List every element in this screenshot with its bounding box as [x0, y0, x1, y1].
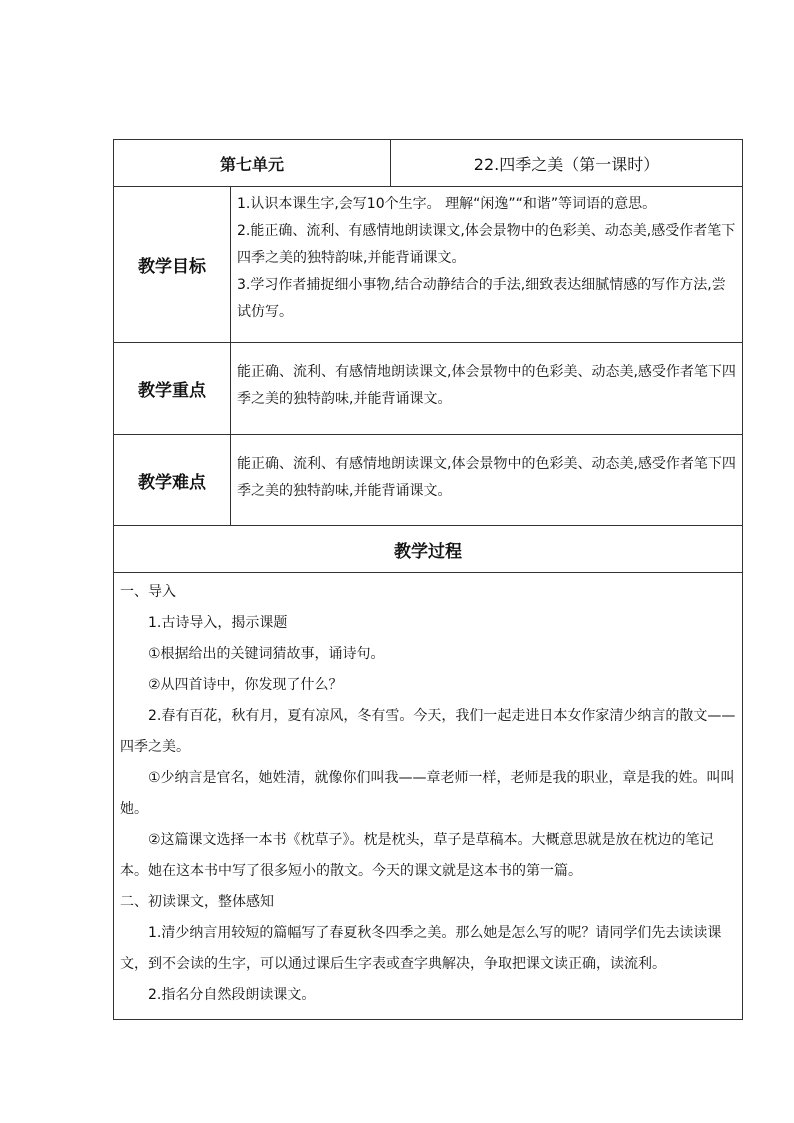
process-paragraph: ①根据给出的关键词猜故事，诵诗句。	[148, 646, 385, 662]
process-paragraph: 二、初读课文，整体感知	[120, 894, 274, 910]
goal-item: 1.认识本课生字,会写10个生字。 理解“闲逸”“和谐”等词语的意思。	[237, 196, 657, 212]
process-paragraph: ②从四首诗中，你发现了什么？	[148, 677, 343, 693]
process-row	[114, 573, 742, 1019]
goals-content	[231, 187, 742, 342]
process-paragraph: 一、导入	[120, 584, 176, 600]
process-title-row	[114, 526, 742, 573]
goals-row	[114, 187, 742, 343]
difficulties-row	[114, 435, 742, 526]
goal-item: 2.能正确、流利、有感情地朗读课文,体会景物中的色彩美、动态美,感受作者笔下四季之美的独特韵味,并能背诵课文。	[237, 223, 736, 266]
process-title: 教学过程	[394, 541, 462, 562]
process-paragraph: 1.清少纳言用较短的篇幅写了春夏秋冬四季之美。那么她是怎么写的呢？请同学们先去读读课文，到不会读的生字，可以通过课后生字表或查字典解决，争取把课文读正确，读流利。	[120, 925, 722, 972]
process-paragraph: ②这篇课文选择一本书《枕草子》。枕是枕头，草子是草稿本。大概意思就是放在枕边的笔记本。她在这本书中写了很多短小的散文。今天的课文就是这本书的第一篇。	[120, 832, 714, 879]
difficulties-text: 能正确、流利、有感情地朗读课文,体会景物中的色彩美、动态美,感受作者笔下四季之美的独特韵味,并能背诵课文。	[237, 456, 736, 499]
process-body	[114, 573, 742, 1019]
process-paragraph: ①少纳言是官名，她姓清，就像你们叫我——章老师一样，老师是我的职业，章是我的姓。叫叫她。	[120, 770, 735, 817]
goals-label: 教学目标	[114, 187, 231, 342]
unit-title: 第七单元	[114, 140, 391, 186]
key-points-row	[114, 343, 742, 435]
difficulties-content	[231, 435, 742, 525]
key-points-text: 能正确、流利、有感情地朗读课文,体会景物中的色彩美、动态美,感受作者笔下四季之美的独特韵味,并能背诵课文。	[237, 364, 736, 407]
difficulties-label: 教学难点	[114, 435, 231, 525]
header-row	[114, 140, 742, 187]
key-points-content	[231, 343, 742, 434]
key-points-label: 教学重点	[114, 343, 231, 434]
lesson-title: 22.四季之美（第一课时）	[473, 154, 660, 174]
lesson-plan-table	[113, 139, 743, 1020]
process-paragraph: 2.指名分自然段朗读课文。	[148, 987, 316, 1003]
goal-item: 3.学习作者捕捉细小事物,结合动静结合的手法,细致表达细腻情感的写作方法,尝试仿写。	[237, 277, 726, 320]
process-paragraph: 1.古诗导入，揭示课题	[148, 615, 288, 631]
process-paragraph: 2.春有百花，秋有月，夏有凉风，冬有雪。今天，我们一起走进日本女作家清少纳言的散文——四季之美。	[120, 708, 736, 755]
